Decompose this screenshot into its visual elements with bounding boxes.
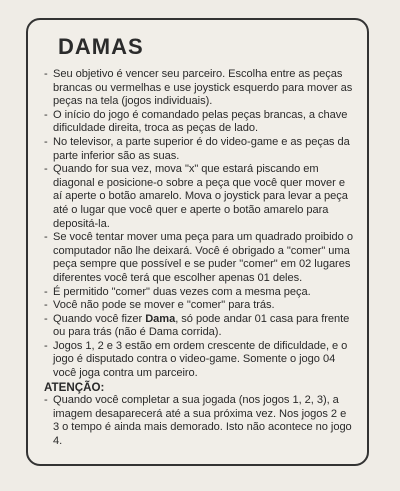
instructions-list bbox=[44, 68, 355, 381]
instruction-item: - Quando for sua vez, mova "x" que estará piscando em diagonal e posicione-o sobre a peça que você quer mover e aí aperte o botão amarelo. Mova o joystick para levar a peça até o lugar que você quer e aperte o botão amarelo para depositá-la. bbox=[44, 163, 355, 231]
instruction-item: - Jogos 1, 2 e 3 estão em ordem crescente de dificuldade, e o jogo é disputado contra o video-game. Somente o jogo 04 você joga contra um parceiro. bbox=[44, 340, 355, 381]
attention-heading: ATENÇÃO: bbox=[44, 380, 105, 394]
dama-text-after: , só pode andar 01 casa para frente ou para trás (não é Dama corrida). bbox=[53, 312, 350, 339]
instruction-item: - Você não pode se mover e "comer" para trás. bbox=[44, 299, 355, 313]
instruction-item: - É permitido "comer" duas vezes com a mesma peça. bbox=[44, 286, 355, 300]
instruction-item: - O início do jogo é comandado pelas peças brancas, a chave dificuldade direita, troca as peças de lado. bbox=[44, 109, 355, 136]
attention-item: - Quando você completar a sua jogada (nos jogos 1, 2, 3), a imagem desaparecerá até a sua próxima vez. Nos jogos 2 e 3 o tempo é ainda mais demorado. Isto não acontece no jogo 4. bbox=[44, 394, 355, 448]
instruction-item: - Se você tentar mover uma peça para um quadrado proibido o computador não lhe deixará. Você é obrigado a "comer" uma peça sempre que possível e se puder "comer" em 02 lugares diferentes você terá que escolher apenas 01 deles. bbox=[44, 231, 355, 285]
dama-text-before: Quando você fizer bbox=[53, 312, 146, 325]
page-title: DAMAS bbox=[58, 34, 144, 59]
dama-bold-word: Dama bbox=[145, 312, 176, 325]
instruction-item: - No televisor, a parte superior é do video-game e as peças da parte inferior são as suas. bbox=[44, 136, 355, 163]
instruction-item: - Seu objetivo é vencer seu parceiro. Escolha entre as peças brancas ou vermelhas e use joystick esquerdo para mover as peças na tela (jogos individuais). bbox=[44, 68, 355, 109]
instruction-item-dama bbox=[44, 313, 355, 340]
attention-list bbox=[44, 394, 355, 448]
instruction-card bbox=[26, 18, 369, 466]
